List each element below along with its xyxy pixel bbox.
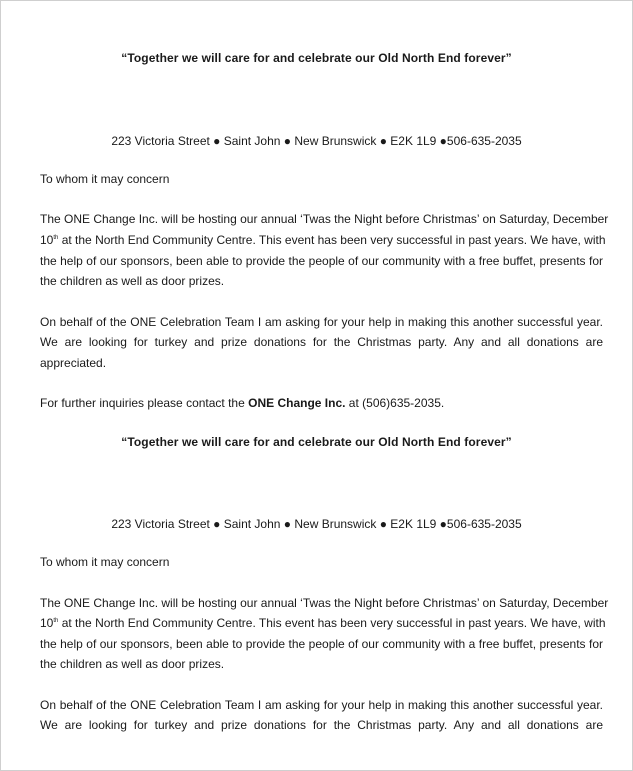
- paragraph-line: We are looking for turkey and prize donations for the Christmas party. Any and all donations are: [40, 718, 603, 732]
- paragraph-text: at the North End Community Centre. This event has been very successful in past years. We have, with: [58, 233, 606, 247]
- contact-line: [40, 396, 603, 410]
- address-text: 223 Victoria Street ● Saint John ● New Brunswick ● E2K 1L9 ●506-635-2035: [111, 134, 522, 148]
- contact-text: For further inquiries please contact the: [40, 396, 249, 410]
- paragraph-line: On behalf of the ONE Celebration Team I am asking for your help in making this another successful year.: [40, 315, 603, 329]
- slogan: “Together we will care for and celebrate our Old North End forever”: [121, 435, 512, 449]
- contact-phone: at (506)635-2035.: [345, 396, 445, 410]
- date-suffix: th: [53, 618, 59, 624]
- greeting: To whom it may concern: [40, 555, 170, 569]
- slogan: “Together we will care for and celebrate our Old North End forever”: [121, 51, 512, 65]
- paragraph-line: The ONE Change Inc. will be hosting our annual ‘Twas the Night before Christmas’ on Saturday, December: [40, 596, 609, 610]
- address-text: 223 Victoria Street ● Saint John ● New Brunswick ● E2K 1L9 ●506-635-2035: [111, 517, 522, 531]
- paragraph-line: [40, 233, 606, 247]
- paragraph-line: The ONE Change Inc. will be hosting our annual ‘Twas the Night before Christmas’ on Saturday, December: [40, 212, 609, 226]
- organization-name: ONE Change Inc.: [248, 396, 346, 410]
- paragraph-text: at the North End Community Centre. This event has been very successful in past years. We have, with: [58, 616, 606, 630]
- date-day: 10: [40, 233, 54, 247]
- date-day: 10: [40, 616, 54, 630]
- paragraph-line: appreciated.: [40, 356, 107, 370]
- address-line: [1, 517, 632, 531]
- address-line: [1, 134, 632, 148]
- paragraph-line: the children as well as door prizes.: [40, 657, 225, 671]
- paragraph-line: We are looking for turkey and prize donations for the Christmas party. Any and all donations are: [40, 335, 603, 349]
- greeting: To whom it may concern: [40, 172, 170, 186]
- paragraph-line: the help of our sponsors, been able to provide the people of our community with a free buffet, presents for: [40, 254, 603, 268]
- paragraph-line: the children as well as door prizes.: [40, 274, 225, 288]
- date-suffix: th: [53, 235, 59, 241]
- paragraph-line: the help of our sponsors, been able to provide the people of our community with a free buffet, presents for: [40, 637, 603, 651]
- paragraph-line: [40, 616, 606, 630]
- paragraph-line: On behalf of the ONE Celebration Team I am asking for your help in making this another successful year.: [40, 698, 603, 712]
